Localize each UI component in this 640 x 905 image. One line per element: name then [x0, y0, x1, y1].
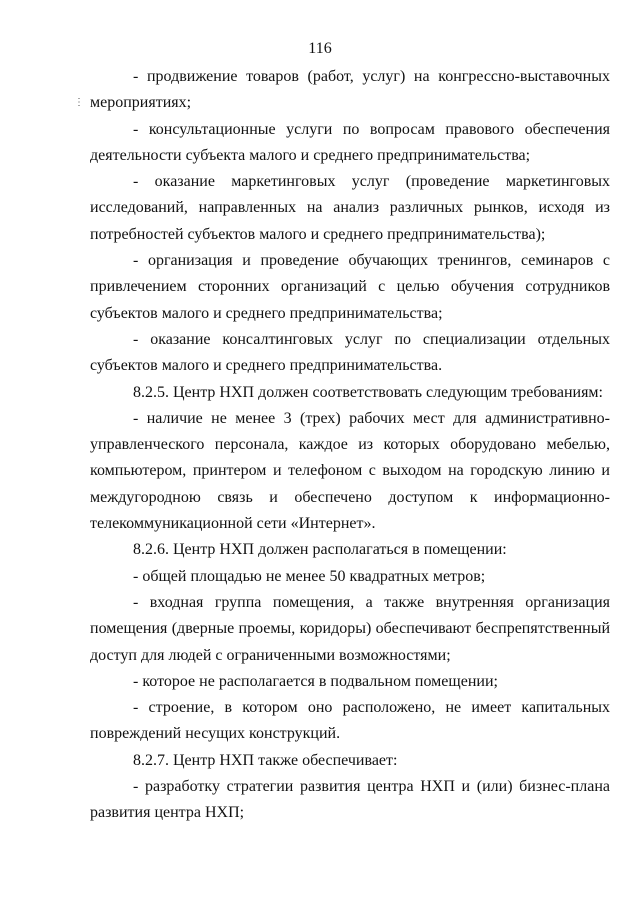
- paragraph-list-item: - разработку стратегии развития центра НХП и (или) бизнес-плана развития центра НХП;: [90, 778, 610, 822]
- body-text: [90, 64, 610, 827]
- margin-mark: ⋮: [74, 97, 84, 108]
- paragraph-list-item: - строение, в котором оно расположено, не имеет капитальных повреждений несущих конструкций.: [90, 699, 610, 743]
- section-heading-8-2-5: 8.2.5. Центр НХП должен соответствовать следующим требованиям:: [133, 383, 603, 401]
- paragraph-list-item: - которое не располагается в подвальном помещении;: [133, 672, 498, 690]
- paragraph-list-item: - входная группа помещения, а также внутренняя организация помещения (дверные проемы, коридоры) обеспечивают беспрепятственный доступ для людей с ограниченными возможностями;: [90, 593, 610, 664]
- page-number: 116: [308, 40, 332, 57]
- paragraph-list-item: - организация и проведение обучающих тренингов, семинаров с привлечением сторонних организаций с целью обучения сотрудников субъектов малого и среднего предпринимательства;: [90, 252, 610, 322]
- section-heading-8-2-6: 8.2.6. Центр НХП должен располагаться в помещении:: [133, 541, 507, 559]
- paragraph-list-item: - общей площадью не менее 50 квадратных метров;: [133, 567, 486, 585]
- paragraph-list-item: - оказание консалтинговых услуг по специализации отдельных субъектов малого и среднего предпринимательства.: [90, 330, 610, 375]
- section-heading-8-2-7: 8.2.7. Центр НХП также обеспечивает:: [133, 751, 398, 769]
- paragraph-list-item: - продвижение товаров (работ, услуг) на конгрессно-выставочных мероприятиях;: [90, 68, 610, 112]
- paragraph-list-item: - оказание маркетинговых услуг (проведение маркетинговых исследований, направленных на анализ различных рынков, исходя из потребностей субъектов малого и среднего предпринимательства);: [90, 173, 610, 243]
- paragraph-list-item: - консультационные услуги по вопросам правового обеспечения деятельности субъекта малого и среднего предпринимательства;: [90, 120, 610, 164]
- paragraph-list-item: - наличие не менее 3 (трех) рабочих мест для административно-управленческого персонала, каждое из которых оборудовано мебелью, компьютером, принтером и телефоном с выходом на городскую линию и междугородною связь и обеспечено доступом к информационно-телекоммуникационной сети «Интернет».: [90, 409, 610, 533]
